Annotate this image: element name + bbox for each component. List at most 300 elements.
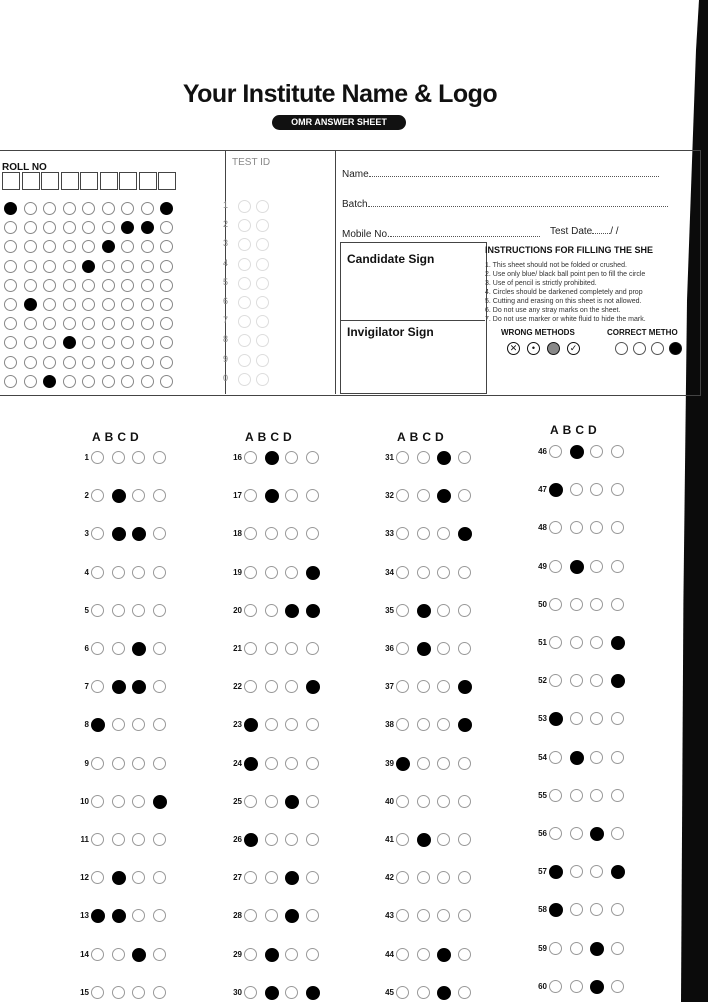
answer-bubble-q20-a[interactable] bbox=[244, 604, 257, 617]
roll-digit-box[interactable] bbox=[100, 172, 118, 190]
answer-bubble-q56-b[interactable] bbox=[570, 827, 583, 840]
answer-bubble-q30-b[interactable] bbox=[265, 986, 279, 1000]
roll-bubble[interactable] bbox=[82, 202, 95, 215]
roll-bubble[interactable] bbox=[141, 221, 154, 234]
test-id-bubble[interactable] bbox=[256, 200, 269, 213]
answer-bubble-q53-b[interactable] bbox=[570, 712, 583, 725]
roll-bubble[interactable] bbox=[102, 375, 115, 388]
test-id-bubble[interactable] bbox=[238, 296, 251, 309]
answer-bubble-q18-a[interactable] bbox=[244, 527, 257, 540]
answer-bubble-q11-a[interactable] bbox=[91, 833, 104, 846]
answer-bubble-q4-a[interactable] bbox=[91, 566, 104, 579]
answer-bubble-q24-d[interactable] bbox=[306, 757, 319, 770]
answer-bubble-q42-c[interactable] bbox=[437, 871, 450, 884]
answer-bubble-q14-c[interactable] bbox=[132, 948, 146, 962]
answer-bubble-q15-a[interactable] bbox=[91, 986, 104, 999]
answer-bubble-q47-d[interactable] bbox=[611, 483, 624, 496]
answer-bubble-q27-b[interactable] bbox=[265, 871, 278, 884]
answer-bubble-q59-c[interactable] bbox=[590, 942, 604, 956]
answer-bubble-q43-a[interactable] bbox=[396, 909, 409, 922]
answer-bubble-q41-c[interactable] bbox=[437, 833, 450, 846]
answer-bubble-q5-a[interactable] bbox=[91, 604, 104, 617]
answer-bubble-q42-a[interactable] bbox=[396, 871, 409, 884]
answer-bubble-q9-b[interactable] bbox=[112, 757, 125, 770]
answer-bubble-q36-a[interactable] bbox=[396, 642, 409, 655]
answer-bubble-q2-a[interactable] bbox=[91, 489, 104, 502]
test-id-bubble[interactable] bbox=[256, 258, 269, 271]
answer-bubble-q33-c[interactable] bbox=[437, 527, 450, 540]
answer-bubble-q37-d[interactable] bbox=[458, 680, 472, 694]
roll-bubble[interactable] bbox=[43, 279, 56, 292]
roll-digit-box[interactable] bbox=[61, 172, 79, 190]
answer-bubble-q50-d[interactable] bbox=[611, 598, 624, 611]
answer-bubble-q32-a[interactable] bbox=[396, 489, 409, 502]
answer-bubble-q2-c[interactable] bbox=[132, 489, 145, 502]
answer-bubble-q14-d[interactable] bbox=[153, 948, 166, 961]
roll-bubble[interactable] bbox=[82, 298, 95, 311]
answer-bubble-q53-c[interactable] bbox=[590, 712, 603, 725]
answer-bubble-q7-a[interactable] bbox=[91, 680, 104, 693]
answer-bubble-q44-d[interactable] bbox=[458, 948, 471, 961]
answer-bubble-q52-b[interactable] bbox=[570, 674, 583, 687]
answer-bubble-q31-d[interactable] bbox=[458, 451, 471, 464]
answer-bubble-q41-d[interactable] bbox=[458, 833, 471, 846]
answer-bubble-q45-d[interactable] bbox=[458, 986, 471, 999]
answer-bubble-q25-a[interactable] bbox=[244, 795, 257, 808]
answer-bubble-q23-d[interactable] bbox=[306, 718, 319, 731]
answer-bubble-q34-b[interactable] bbox=[417, 566, 430, 579]
answer-bubble-q22-b[interactable] bbox=[265, 680, 278, 693]
answer-bubble-q44-a[interactable] bbox=[396, 948, 409, 961]
answer-bubble-q1-d[interactable] bbox=[153, 451, 166, 464]
roll-bubble[interactable] bbox=[24, 221, 37, 234]
answer-bubble-q5-c[interactable] bbox=[132, 604, 145, 617]
answer-bubble-q40-a[interactable] bbox=[396, 795, 409, 808]
answer-bubble-q51-d[interactable] bbox=[611, 636, 625, 650]
answer-bubble-q16-b[interactable] bbox=[265, 451, 279, 465]
roll-bubble[interactable] bbox=[63, 298, 76, 311]
answer-bubble-q28-a[interactable] bbox=[244, 909, 257, 922]
answer-bubble-q13-b[interactable] bbox=[112, 909, 126, 923]
answer-bubble-q49-a[interactable] bbox=[549, 560, 562, 573]
roll-bubble[interactable] bbox=[121, 279, 134, 292]
answer-bubble-q36-c[interactable] bbox=[437, 642, 450, 655]
roll-bubble[interactable] bbox=[121, 356, 134, 369]
roll-bubble[interactable] bbox=[121, 202, 134, 215]
answer-bubble-q51-b[interactable] bbox=[570, 636, 583, 649]
answer-bubble-q10-a[interactable] bbox=[91, 795, 104, 808]
batch-field[interactable] bbox=[342, 197, 668, 210]
answer-bubble-q29-b[interactable] bbox=[265, 948, 279, 962]
roll-bubble[interactable] bbox=[24, 336, 37, 349]
answer-bubble-q60-a[interactable] bbox=[549, 980, 562, 993]
roll-bubble[interactable] bbox=[43, 260, 56, 273]
answer-bubble-q21-c[interactable] bbox=[285, 642, 298, 655]
answer-bubble-q32-b[interactable] bbox=[417, 489, 430, 502]
roll-bubble[interactable] bbox=[141, 298, 154, 311]
answer-bubble-q39-c[interactable] bbox=[437, 757, 450, 770]
test-id-bubble[interactable] bbox=[256, 354, 269, 367]
answer-bubble-q35-d[interactable] bbox=[458, 604, 471, 617]
answer-bubble-q20-b[interactable] bbox=[265, 604, 278, 617]
roll-bubble[interactable] bbox=[160, 375, 173, 388]
answer-bubble-q20-c[interactable] bbox=[285, 604, 299, 618]
answer-bubble-q28-c[interactable] bbox=[285, 909, 299, 923]
answer-bubble-q50-b[interactable] bbox=[570, 598, 583, 611]
roll-bubble[interactable] bbox=[141, 356, 154, 369]
answer-bubble-q1-b[interactable] bbox=[112, 451, 125, 464]
answer-bubble-q11-b[interactable] bbox=[112, 833, 125, 846]
answer-bubble-q12-d[interactable] bbox=[153, 871, 166, 884]
answer-bubble-q19-d[interactable] bbox=[306, 566, 320, 580]
roll-bubble[interactable] bbox=[24, 260, 37, 273]
answer-bubble-q2-d[interactable] bbox=[153, 489, 166, 502]
answer-bubble-q28-b[interactable] bbox=[265, 909, 278, 922]
roll-bubble[interactable] bbox=[160, 298, 173, 311]
answer-bubble-q13-d[interactable] bbox=[153, 909, 166, 922]
answer-bubble-q54-b[interactable] bbox=[570, 751, 584, 765]
roll-digit-box[interactable] bbox=[22, 172, 40, 190]
answer-bubble-q31-a[interactable] bbox=[396, 451, 409, 464]
roll-bubble[interactable] bbox=[141, 336, 154, 349]
answer-bubble-q14-b[interactable] bbox=[112, 948, 125, 961]
answer-bubble-q58-d[interactable] bbox=[611, 903, 624, 916]
test-id-bubble[interactable] bbox=[238, 258, 251, 271]
answer-bubble-q17-c[interactable] bbox=[285, 489, 298, 502]
roll-bubble[interactable] bbox=[102, 317, 115, 330]
answer-bubble-q56-c[interactable] bbox=[590, 827, 604, 841]
answer-bubble-q48-c[interactable] bbox=[590, 521, 603, 534]
answer-bubble-q26-c[interactable] bbox=[285, 833, 298, 846]
test-id-bubble[interactable] bbox=[238, 373, 251, 386]
answer-bubble-q16-d[interactable] bbox=[306, 451, 319, 464]
answer-bubble-q48-a[interactable] bbox=[549, 521, 562, 534]
roll-bubble[interactable] bbox=[82, 375, 95, 388]
roll-digit-box[interactable] bbox=[158, 172, 176, 190]
answer-bubble-q16-a[interactable] bbox=[244, 451, 257, 464]
answer-bubble-q1-c[interactable] bbox=[132, 451, 145, 464]
answer-bubble-q4-b[interactable] bbox=[112, 566, 125, 579]
answer-bubble-q24-b[interactable] bbox=[265, 757, 278, 770]
answer-bubble-q55-d[interactable] bbox=[611, 789, 624, 802]
answer-bubble-q38-d[interactable] bbox=[458, 718, 472, 732]
answer-bubble-q24-a[interactable] bbox=[244, 757, 258, 771]
answer-bubble-q36-d[interactable] bbox=[458, 642, 471, 655]
answer-bubble-q54-c[interactable] bbox=[590, 751, 603, 764]
answer-bubble-q18-d[interactable] bbox=[306, 527, 319, 540]
answer-bubble-q3-c[interactable] bbox=[132, 527, 146, 541]
answer-bubble-q38-a[interactable] bbox=[396, 718, 409, 731]
roll-bubble[interactable] bbox=[160, 260, 173, 273]
roll-bubble[interactable] bbox=[102, 298, 115, 311]
answer-bubble-q17-b[interactable] bbox=[265, 489, 279, 503]
answer-bubble-q42-d[interactable] bbox=[458, 871, 471, 884]
answer-bubble-q4-d[interactable] bbox=[153, 566, 166, 579]
roll-bubble[interactable] bbox=[24, 375, 37, 388]
answer-bubble-q59-b[interactable] bbox=[570, 942, 583, 955]
answer-bubble-q32-d[interactable] bbox=[458, 489, 471, 502]
answer-bubble-q13-a[interactable] bbox=[91, 909, 105, 923]
answer-bubble-q60-c[interactable] bbox=[590, 980, 604, 994]
answer-bubble-q59-d[interactable] bbox=[611, 942, 624, 955]
answer-bubble-q29-c[interactable] bbox=[285, 948, 298, 961]
answer-bubble-q58-b[interactable] bbox=[570, 903, 583, 916]
answer-bubble-q34-d[interactable] bbox=[458, 566, 471, 579]
answer-bubble-q7-d[interactable] bbox=[153, 680, 166, 693]
answer-bubble-q11-d[interactable] bbox=[153, 833, 166, 846]
answer-bubble-q59-a[interactable] bbox=[549, 942, 562, 955]
answer-bubble-q7-b[interactable] bbox=[112, 680, 126, 694]
roll-bubble[interactable] bbox=[63, 260, 76, 273]
answer-bubble-q55-b[interactable] bbox=[570, 789, 583, 802]
answer-bubble-q55-a[interactable] bbox=[549, 789, 562, 802]
answer-bubble-q49-c[interactable] bbox=[590, 560, 603, 573]
answer-bubble-q52-d[interactable] bbox=[611, 674, 625, 688]
answer-bubble-q23-b[interactable] bbox=[265, 718, 278, 731]
answer-bubble-q10-b[interactable] bbox=[112, 795, 125, 808]
answer-bubble-q54-a[interactable] bbox=[549, 751, 562, 764]
answer-bubble-q46-a[interactable] bbox=[549, 445, 562, 458]
answer-bubble-q60-b[interactable] bbox=[570, 980, 583, 993]
answer-bubble-q20-d[interactable] bbox=[306, 604, 320, 618]
roll-bubble[interactable] bbox=[141, 260, 154, 273]
answer-bubble-q52-a[interactable] bbox=[549, 674, 562, 687]
answer-bubble-q11-c[interactable] bbox=[132, 833, 145, 846]
answer-bubble-q8-b[interactable] bbox=[112, 718, 125, 731]
answer-bubble-q35-b[interactable] bbox=[417, 604, 431, 618]
name-field[interactable] bbox=[342, 167, 659, 180]
answer-bubble-q47-b[interactable] bbox=[570, 483, 583, 496]
roll-bubble[interactable] bbox=[141, 317, 154, 330]
answer-bubble-q57-c[interactable] bbox=[590, 865, 603, 878]
roll-bubble[interactable] bbox=[4, 279, 17, 292]
answer-bubble-q30-c[interactable] bbox=[285, 986, 298, 999]
roll-bubble[interactable] bbox=[160, 202, 173, 215]
roll-bubble[interactable] bbox=[102, 221, 115, 234]
answer-bubble-q56-d[interactable] bbox=[611, 827, 624, 840]
answer-bubble-q13-c[interactable] bbox=[132, 909, 145, 922]
answer-bubble-q29-d[interactable] bbox=[306, 948, 319, 961]
answer-bubble-q3-a[interactable] bbox=[91, 527, 104, 540]
roll-bubble[interactable] bbox=[63, 356, 76, 369]
answer-bubble-q40-b[interactable] bbox=[417, 795, 430, 808]
answer-bubble-q10-d[interactable] bbox=[153, 795, 167, 809]
answer-bubble-q45-b[interactable] bbox=[417, 986, 430, 999]
answer-bubble-q4-c[interactable] bbox=[132, 566, 145, 579]
roll-bubble[interactable] bbox=[160, 356, 173, 369]
answer-bubble-q39-d[interactable] bbox=[458, 757, 471, 770]
answer-bubble-q10-c[interactable] bbox=[132, 795, 145, 808]
answer-bubble-q33-b[interactable] bbox=[417, 527, 430, 540]
roll-bubble[interactable] bbox=[160, 279, 173, 292]
roll-digit-box[interactable] bbox=[80, 172, 98, 190]
answer-bubble-q3-d[interactable] bbox=[153, 527, 166, 540]
answer-bubble-q15-b[interactable] bbox=[112, 986, 125, 999]
answer-bubble-q28-d[interactable] bbox=[306, 909, 319, 922]
answer-bubble-q51-a[interactable] bbox=[549, 636, 562, 649]
answer-bubble-q6-a[interactable] bbox=[91, 642, 104, 655]
test-date-field[interactable] bbox=[550, 224, 619, 237]
answer-bubble-q50-c[interactable] bbox=[590, 598, 603, 611]
roll-bubble[interactable] bbox=[63, 317, 76, 330]
roll-bubble[interactable] bbox=[24, 202, 37, 215]
answer-bubble-q3-b[interactable] bbox=[112, 527, 126, 541]
answer-bubble-q46-b[interactable] bbox=[570, 445, 584, 459]
answer-bubble-q43-c[interactable] bbox=[437, 909, 450, 922]
answer-bubble-q21-b[interactable] bbox=[265, 642, 278, 655]
mobile-field[interactable] bbox=[342, 227, 540, 240]
answer-bubble-q56-a[interactable] bbox=[549, 827, 562, 840]
roll-bubble[interactable] bbox=[24, 317, 37, 330]
answer-bubble-q44-b[interactable] bbox=[417, 948, 430, 961]
answer-bubble-q34-c[interactable] bbox=[437, 566, 450, 579]
roll-digit-box[interactable] bbox=[41, 172, 59, 190]
roll-bubble[interactable] bbox=[141, 279, 154, 292]
answer-bubble-q45-c[interactable] bbox=[437, 986, 451, 1000]
answer-bubble-q17-a[interactable] bbox=[244, 489, 257, 502]
answer-bubble-q41-a[interactable] bbox=[396, 833, 409, 846]
roll-bubble[interactable] bbox=[43, 298, 56, 311]
answer-bubble-q17-d[interactable] bbox=[306, 489, 319, 502]
answer-bubble-q45-a[interactable] bbox=[396, 986, 409, 999]
roll-bubble[interactable] bbox=[63, 375, 76, 388]
answer-bubble-q57-d[interactable] bbox=[611, 865, 625, 879]
answer-bubble-q14-a[interactable] bbox=[91, 948, 104, 961]
roll-bubble[interactable] bbox=[43, 375, 56, 388]
test-id-bubble[interactable] bbox=[256, 373, 269, 386]
roll-bubble[interactable] bbox=[24, 356, 37, 369]
answer-bubble-q48-b[interactable] bbox=[570, 521, 583, 534]
roll-bubble[interactable] bbox=[63, 221, 76, 234]
answer-bubble-q21-d[interactable] bbox=[306, 642, 319, 655]
roll-bubble[interactable] bbox=[63, 279, 76, 292]
answer-bubble-q38-b[interactable] bbox=[417, 718, 430, 731]
answer-bubble-q19-c[interactable] bbox=[285, 566, 298, 579]
roll-bubble[interactable] bbox=[24, 240, 37, 253]
roll-bubble[interactable] bbox=[63, 240, 76, 253]
answer-bubble-q37-a[interactable] bbox=[396, 680, 409, 693]
test-id-bubble[interactable] bbox=[256, 277, 269, 290]
answer-bubble-q22-a[interactable] bbox=[244, 680, 257, 693]
roll-bubble[interactable] bbox=[4, 375, 17, 388]
answer-bubble-q37-c[interactable] bbox=[437, 680, 450, 693]
answer-bubble-q8-c[interactable] bbox=[132, 718, 145, 731]
roll-bubble[interactable] bbox=[24, 279, 37, 292]
answer-bubble-q7-c[interactable] bbox=[132, 680, 146, 694]
roll-bubble[interactable] bbox=[82, 356, 95, 369]
answer-bubble-q23-c[interactable] bbox=[285, 718, 298, 731]
answer-bubble-q27-c[interactable] bbox=[285, 871, 299, 885]
answer-bubble-q31-c[interactable] bbox=[437, 451, 451, 465]
answer-bubble-q58-a[interactable] bbox=[549, 903, 563, 917]
answer-bubble-q5-d[interactable] bbox=[153, 604, 166, 617]
roll-digit-box[interactable] bbox=[2, 172, 20, 190]
answer-bubble-q5-b[interactable] bbox=[112, 604, 125, 617]
answer-bubble-q34-a[interactable] bbox=[396, 566, 409, 579]
roll-bubble[interactable] bbox=[102, 279, 115, 292]
answer-bubble-q39-a[interactable] bbox=[396, 757, 410, 771]
answer-bubble-q47-a[interactable] bbox=[549, 483, 563, 497]
answer-bubble-q43-d[interactable] bbox=[458, 909, 471, 922]
answer-bubble-q9-c[interactable] bbox=[132, 757, 145, 770]
answer-bubble-q15-d[interactable] bbox=[153, 986, 166, 999]
roll-bubble[interactable] bbox=[4, 202, 17, 215]
answer-bubble-q32-c[interactable] bbox=[437, 489, 451, 503]
roll-bubble[interactable] bbox=[24, 298, 37, 311]
answer-bubble-q46-c[interactable] bbox=[590, 445, 603, 458]
roll-bubble[interactable] bbox=[82, 279, 95, 292]
answer-bubble-q19-a[interactable] bbox=[244, 566, 257, 579]
answer-bubble-q24-c[interactable] bbox=[285, 757, 298, 770]
answer-bubble-q40-d[interactable] bbox=[458, 795, 471, 808]
answer-bubble-q26-b[interactable] bbox=[265, 833, 278, 846]
roll-bubble[interactable] bbox=[4, 298, 17, 311]
answer-bubble-q26-a[interactable] bbox=[244, 833, 258, 847]
answer-bubble-q53-d[interactable] bbox=[611, 712, 624, 725]
answer-bubble-q12-c[interactable] bbox=[132, 871, 145, 884]
answer-bubble-q41-b[interactable] bbox=[417, 833, 431, 847]
roll-bubble[interactable] bbox=[121, 260, 134, 273]
answer-bubble-q49-b[interactable] bbox=[570, 560, 584, 574]
answer-bubble-q22-c[interactable] bbox=[285, 680, 298, 693]
answer-bubble-q15-c[interactable] bbox=[132, 986, 145, 999]
test-id-bubble[interactable] bbox=[238, 200, 251, 213]
answer-bubble-q9-d[interactable] bbox=[153, 757, 166, 770]
answer-bubble-q2-b[interactable] bbox=[112, 489, 126, 503]
roll-bubble[interactable] bbox=[63, 336, 76, 349]
roll-bubble[interactable] bbox=[102, 356, 115, 369]
answer-bubble-q31-b[interactable] bbox=[417, 451, 430, 464]
answer-bubble-q18-c[interactable] bbox=[285, 527, 298, 540]
answer-bubble-q43-b[interactable] bbox=[417, 909, 430, 922]
answer-bubble-q30-a[interactable] bbox=[244, 986, 257, 999]
answer-bubble-q40-c[interactable] bbox=[437, 795, 450, 808]
answer-bubble-q6-b[interactable] bbox=[112, 642, 125, 655]
answer-bubble-q47-c[interactable] bbox=[590, 483, 603, 496]
roll-bubble[interactable] bbox=[102, 260, 115, 273]
roll-bubble[interactable] bbox=[4, 260, 17, 273]
answer-bubble-q44-c[interactable] bbox=[437, 948, 451, 962]
roll-bubble[interactable] bbox=[141, 240, 154, 253]
answer-bubble-q38-c[interactable] bbox=[437, 718, 450, 731]
answer-bubble-q60-d[interactable] bbox=[611, 980, 624, 993]
test-id-bubble[interactable] bbox=[238, 354, 251, 367]
answer-bubble-q46-d[interactable] bbox=[611, 445, 624, 458]
answer-bubble-q58-c[interactable] bbox=[590, 903, 603, 916]
answer-bubble-q8-d[interactable] bbox=[153, 718, 166, 731]
roll-bubble[interactable] bbox=[141, 202, 154, 215]
answer-bubble-q49-d[interactable] bbox=[611, 560, 624, 573]
answer-bubble-q37-b[interactable] bbox=[417, 680, 430, 693]
answer-bubble-q36-b[interactable] bbox=[417, 642, 431, 656]
answer-bubble-q25-b[interactable] bbox=[265, 795, 278, 808]
answer-bubble-q51-c[interactable] bbox=[590, 636, 603, 649]
answer-bubble-q6-c[interactable] bbox=[132, 642, 146, 656]
roll-bubble[interactable] bbox=[141, 375, 154, 388]
answer-bubble-q25-c[interactable] bbox=[285, 795, 299, 809]
roll-bubble[interactable] bbox=[4, 356, 17, 369]
answer-bubble-q12-a[interactable] bbox=[91, 871, 104, 884]
answer-bubble-q27-a[interactable] bbox=[244, 871, 257, 884]
roll-bubble[interactable] bbox=[82, 260, 95, 273]
roll-bubble[interactable] bbox=[121, 298, 134, 311]
answer-bubble-q48-d[interactable] bbox=[611, 521, 624, 534]
answer-bubble-q6-d[interactable] bbox=[153, 642, 166, 655]
roll-bubble[interactable] bbox=[102, 336, 115, 349]
roll-digit-box[interactable] bbox=[139, 172, 157, 190]
answer-bubble-q23-a[interactable] bbox=[244, 718, 258, 732]
roll-bubble[interactable] bbox=[121, 375, 134, 388]
